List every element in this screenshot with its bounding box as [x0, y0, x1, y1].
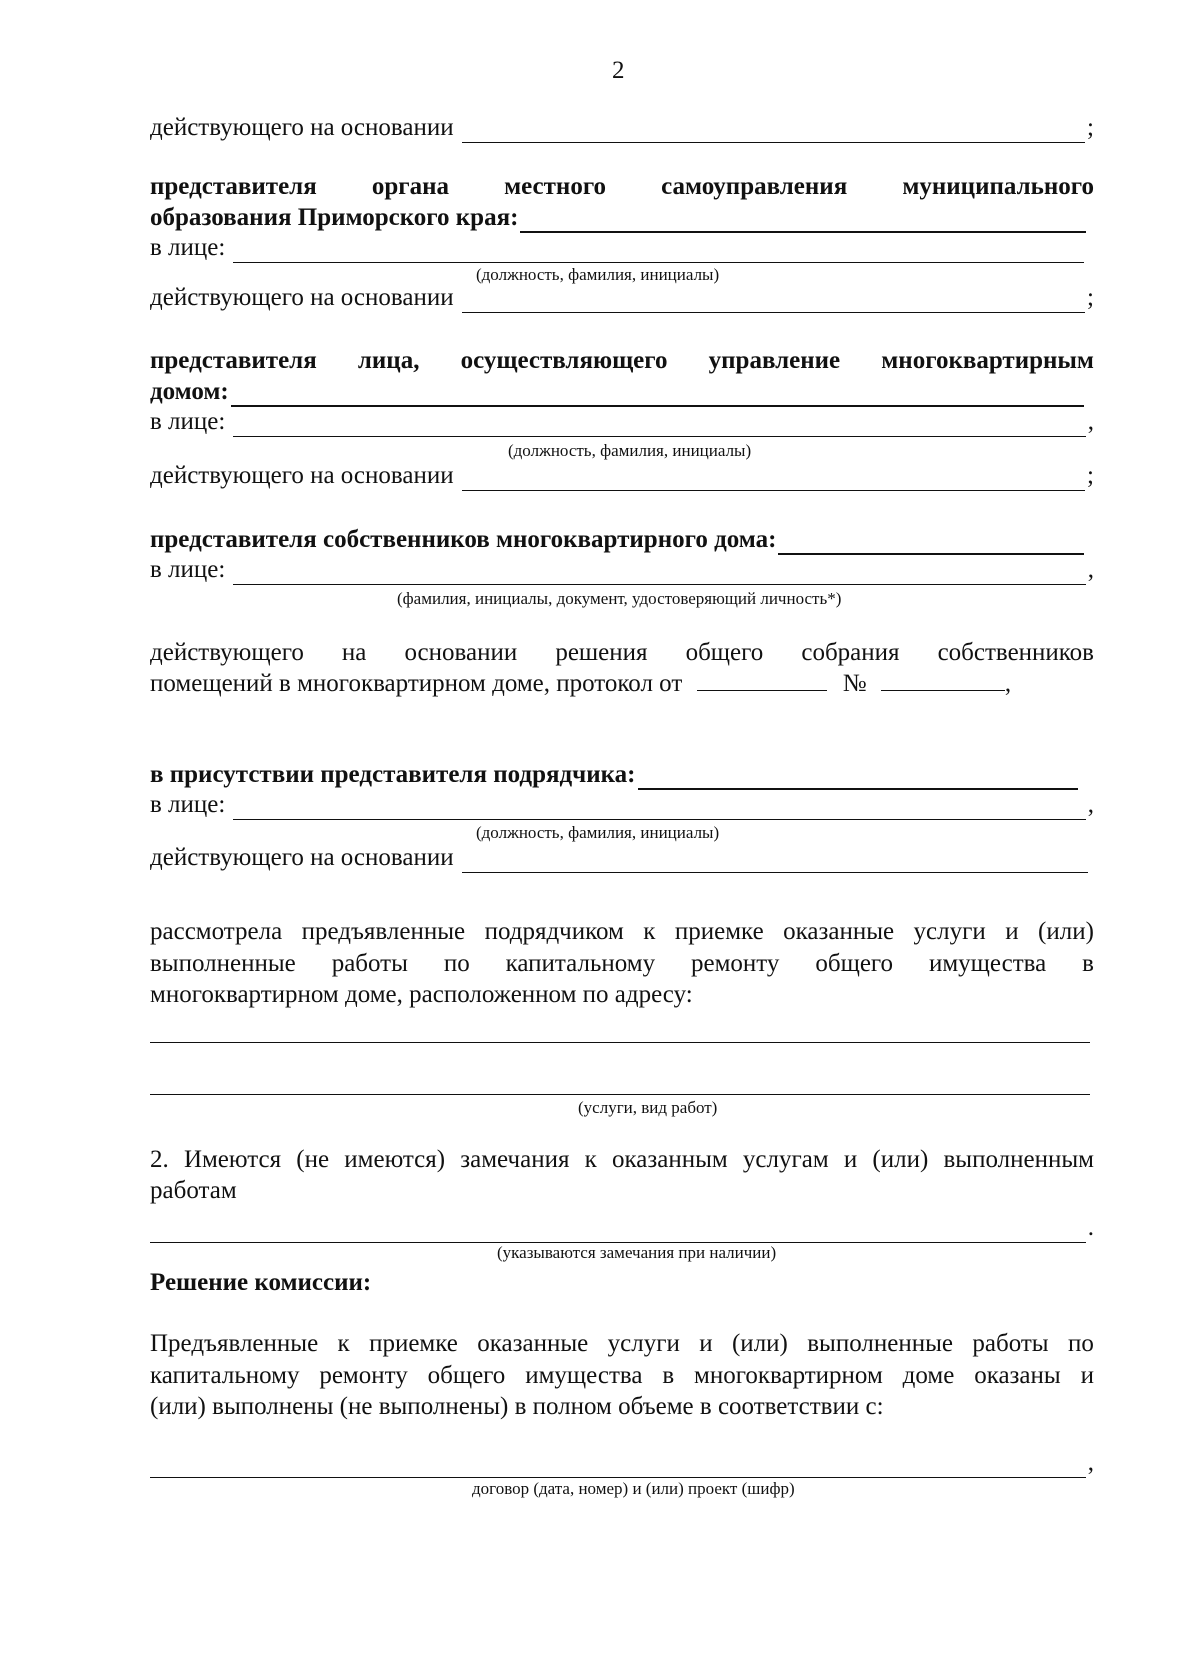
word: собрания	[801, 639, 900, 666]
word: имущества	[525, 1362, 643, 1389]
word: и	[1080, 1362, 1094, 1389]
word: оказанные	[783, 918, 895, 945]
basis-label: действующего на основании	[150, 114, 454, 141]
remarks-field-line	[150, 1213, 1094, 1243]
in-person-label: в лице:	[150, 234, 226, 261]
word: услуги	[607, 1330, 680, 1357]
word: работы	[972, 1330, 1049, 1357]
word: к	[584, 1146, 597, 1173]
remarks-field[interactable]	[150, 1221, 1086, 1243]
word: услугам	[742, 1146, 829, 1173]
word: представителя	[150, 173, 317, 200]
word: капитальному	[150, 1362, 300, 1389]
word: оказанные	[477, 1330, 589, 1357]
word: ремонту	[691, 950, 780, 977]
word: решения	[555, 639, 648, 666]
word: 2.	[150, 1146, 169, 1173]
decision-caption: договор (дата, номер) и (или) проект (шифр)	[472, 1479, 795, 1498]
word: представителя	[150, 347, 317, 374]
contractor-heading-line	[150, 760, 1080, 790]
word: рассмотрела	[150, 918, 283, 945]
basis-line-4	[150, 843, 1090, 873]
word: и	[1005, 918, 1019, 945]
number-sign: №	[842, 670, 867, 697]
basis-line-2	[150, 283, 1094, 313]
decision-line2	[150, 1361, 1094, 1391]
word: приемке	[369, 1330, 458, 1357]
protocol-number-field[interactable]	[881, 669, 1005, 691]
decision-heading: Решение комиссии:	[150, 1269, 372, 1296]
contractor-field[interactable]	[638, 767, 1079, 790]
word: приемке	[674, 918, 764, 945]
basis-field[interactable]	[462, 291, 1085, 313]
word: выполненные	[150, 950, 296, 977]
meeting-line2	[150, 669, 1011, 699]
caption-position-name: (должность, фамилия, инициалы)	[508, 441, 752, 460]
basis-field[interactable]	[462, 469, 1085, 491]
page-number: 2	[612, 57, 625, 84]
word: общего	[685, 639, 764, 666]
remarks-caption: (указываются замечания при наличии)	[497, 1243, 777, 1262]
owners-person-field[interactable]	[233, 563, 1085, 585]
word: (не	[296, 1146, 330, 1173]
word: капитальному	[505, 950, 656, 977]
protocol-date-field[interactable]	[697, 669, 827, 691]
caption-position-name: (должность, фамилия, инициалы)	[476, 823, 720, 842]
separator: ,	[1087, 556, 1094, 583]
review-caption: (услуги, вид работ)	[578, 1098, 718, 1117]
word: осуществляющего	[460, 347, 668, 374]
decision-contract-field[interactable]	[150, 1456, 1086, 1478]
word: доме	[902, 1362, 955, 1389]
review-line2	[150, 949, 1094, 979]
separator: ,	[1087, 1449, 1094, 1476]
word: выполненным	[943, 1146, 1094, 1173]
word: по	[1067, 1330, 1094, 1357]
local-gov-heading-line1	[150, 172, 1094, 202]
local-gov-person-field[interactable]	[233, 241, 1084, 263]
contractor-person-field[interactable]	[233, 798, 1085, 820]
word: общего	[427, 1362, 506, 1389]
basis-line-1	[150, 113, 1094, 143]
separator: ;	[1087, 284, 1094, 311]
in-person-label: в лице:	[150, 408, 226, 435]
local-gov-field[interactable]	[520, 210, 1086, 233]
separator: ;	[1087, 462, 1094, 489]
owners-heading-text: представителя собственников многоквартирного дома:	[150, 526, 777, 553]
contractor-heading-text: в присутствии представителя подрядчика:	[150, 761, 636, 788]
word: оказанным	[612, 1146, 728, 1173]
word: подрядчиком	[484, 918, 624, 945]
word: многоквартирным	[881, 347, 1094, 374]
word: и	[699, 1330, 713, 1357]
decision-line1	[150, 1329, 1094, 1359]
word: в	[662, 1362, 675, 1389]
management-person-line	[150, 407, 1094, 437]
word: основании	[404, 639, 518, 666]
management-heading-text: домом:	[150, 378, 229, 405]
separator: ,	[1087, 408, 1094, 435]
word: управление	[708, 347, 841, 374]
decision-field-line	[150, 1448, 1094, 1478]
word: имеются)	[344, 1146, 446, 1173]
basis-field[interactable]	[462, 121, 1085, 143]
word: замечания	[460, 1146, 570, 1173]
address-field-line-1[interactable]	[150, 1042, 1090, 1043]
owners-caption: (фамилия, инициалы, документ, удостоверяющий личность*)	[397, 589, 842, 608]
separator: .	[1087, 1214, 1094, 1241]
basis-label: действующего на основании	[150, 844, 454, 871]
word: лица,	[357, 347, 420, 374]
word: общего	[815, 950, 894, 977]
word: (или)	[731, 1330, 788, 1357]
word: к	[337, 1330, 350, 1357]
basis-label: действующего на основании	[150, 462, 454, 489]
basis-line-3	[150, 461, 1094, 491]
separator: ;	[1087, 114, 1094, 141]
remarks-line1	[150, 1145, 1094, 1175]
owners-heading-line	[150, 525, 1086, 555]
word: Предъявленные	[150, 1330, 319, 1357]
contractor-person-line	[150, 790, 1094, 820]
word: органа	[371, 173, 450, 200]
word: услуги	[913, 918, 986, 945]
management-field[interactable]	[231, 384, 1084, 407]
word: действующего	[150, 639, 304, 666]
word: и	[843, 1146, 858, 1173]
separator: ,	[1087, 791, 1094, 818]
caption-position-name: (должность, фамилия, инициалы)	[476, 265, 720, 284]
address-field-line-2[interactable]	[150, 1094, 1090, 1095]
review-line3: многоквартирном доме, расположенном по адресу:	[150, 981, 693, 1008]
remarks-line2: работам	[150, 1177, 237, 1204]
meeting-protocol-text: помещений в многоквартирном доме, протокол от	[150, 670, 683, 697]
management-person-field[interactable]	[233, 415, 1085, 437]
meeting-line1	[150, 638, 1094, 668]
local-gov-heading-text: образования Приморского края:	[150, 204, 519, 231]
word: (или)	[872, 1146, 929, 1173]
word: на	[341, 639, 367, 666]
word: собственников	[937, 639, 1094, 666]
management-heading-line1	[150, 346, 1094, 376]
basis-field[interactable]	[462, 851, 1088, 873]
word: предъявленные	[301, 918, 466, 945]
word: в	[1082, 950, 1094, 977]
review-line1	[150, 917, 1094, 947]
basis-label: действующего на основании	[150, 284, 454, 311]
owners-person-line	[150, 555, 1094, 585]
word: выполненные	[807, 1330, 954, 1357]
in-person-label: в лице:	[150, 556, 226, 583]
word: местного	[504, 173, 607, 200]
in-person-label: в лице:	[150, 791, 226, 818]
word: ремонту	[319, 1362, 408, 1389]
word: многоквартирном	[694, 1362, 883, 1389]
word: самоуправления	[661, 173, 848, 200]
word: (или)	[1038, 918, 1094, 945]
word: имущества	[928, 950, 1047, 977]
word: работы	[331, 950, 408, 977]
decision-line3: (или) выполнены (не выполнены) в полном объеме в соответствии с:	[150, 1393, 884, 1420]
word: Имеются	[183, 1146, 282, 1173]
owners-field[interactable]	[778, 532, 1084, 555]
word: по	[443, 950, 470, 977]
word: к	[643, 918, 656, 945]
local-gov-person-line	[150, 233, 1086, 263]
management-heading-line2	[150, 377, 1086, 407]
word: оказаны	[974, 1362, 1061, 1389]
word: муниципального	[902, 173, 1094, 200]
local-gov-heading-line2	[150, 203, 1088, 233]
separator: ,	[1004, 670, 1012, 697]
